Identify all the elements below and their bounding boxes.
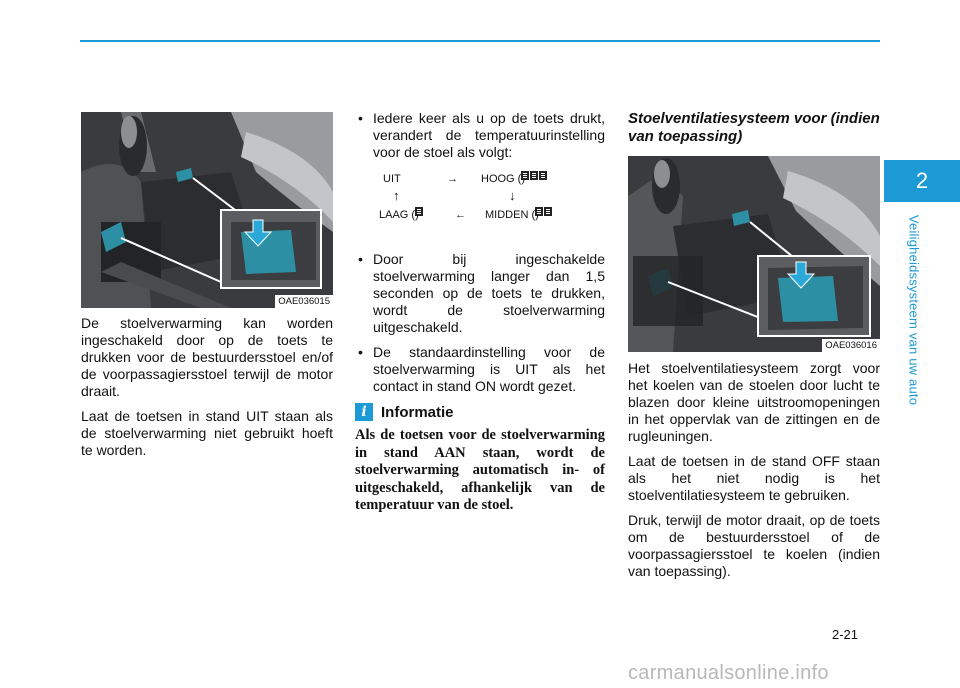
arrow-down-icon: ↓: [509, 188, 516, 203]
image-label: OAE036016: [822, 339, 880, 352]
image-label: OAE036015: [275, 295, 333, 308]
paragraph: Het stoelventilatiesysteem zorgt voor het koelen van de stoelen door lucht te blazen door kleine uitstroomopeningen in het oppervlak van de zittingen en de rugleuningen.: [628, 360, 880, 444]
paragraph: Laat de toetsen in stand UIT staan als de stoelverwarming niet gebruikt hoeft te worden.: [81, 408, 333, 458]
info-title: Informatie: [381, 403, 454, 421]
level-3-icon: [521, 171, 547, 180]
seat-heater-photo: [81, 112, 333, 308]
cycle-high-label: HOOG (: [481, 173, 522, 185]
cycle-low-label: LAAG (: [379, 209, 416, 221]
info-icon: i: [355, 403, 373, 421]
middle-column: [355, 110, 605, 523]
paragraph: Laat de toetsen in de stand OFF staan als het niet nodig is het stoelventilatiesysteem te gebruiken.: [628, 453, 880, 503]
cycle-medium: [485, 207, 539, 224]
level-2-icon: [535, 207, 552, 216]
right-column: [628, 360, 880, 588]
left-column: [81, 315, 333, 467]
chapter-number-tab: [884, 160, 960, 202]
chapter-title: Veiligheidssysteem van uw auto: [906, 214, 922, 406]
watermark: carmanualsonline.info: [628, 662, 829, 684]
page-number: 2-21: [832, 627, 859, 642]
bullet-item: • De standaardinstelling voor de stoelverwarming is UIT als het contact in stand ON wordt gezet.: [355, 344, 605, 395]
cycle-low: [379, 207, 419, 224]
bullet-item: • Iedere keer als u op de toets drukt, verandert de temperatuurinstelling voor de stoel als volgt:: [355, 110, 605, 161]
section-heading: Stoelventilatiesysteem voor (indien van toepassing): [628, 110, 880, 145]
cycle-medium-label: MIDDEN (: [485, 209, 536, 221]
arrow-left-icon: ←: [455, 209, 466, 221]
bullet-item: • Door bij ingeschakelde stoelverwarming langer dan 1,5 seconden op de toets te drukken, wordt de stoelverwarming uitgeschakeld.: [355, 251, 605, 336]
info-body: Als de toetsen voor de stoelverwarming in stand AAN staan, wordt de stoelverwarming automatisch in- of uitgeschakeld, afhankelijk van de temperatuur van de stoel.: [355, 427, 605, 513]
paragraph: Druk, terwijl de motor draait, op de toets om de bestuurdersstoel of de voorpassagiersstoel te koelen (indien van toepassing).: [628, 512, 880, 579]
cycle-off: UIT: [383, 173, 401, 185]
paragraph: De stoelverwarming kan worden ingeschakeld door op de toets te drukken voor de bestuurdersstoel en/of de voorpassagiersstoel terwijl de motor draait.: [81, 315, 333, 399]
top-rule: [80, 40, 880, 42]
temperature-cycle-diagram: [355, 169, 605, 239]
info-header: [355, 403, 605, 421]
cycle-high: [481, 171, 525, 188]
chapter-number: 2: [915, 168, 929, 193]
arrow-up-icon: ↑: [393, 188, 400, 203]
arrow-right-icon: →: [447, 173, 458, 185]
seat-ventilation-photo: [628, 156, 880, 352]
level-1-icon: [415, 207, 423, 216]
right-column-heading: [628, 110, 880, 156]
chapter-side-title: [899, 210, 929, 410]
